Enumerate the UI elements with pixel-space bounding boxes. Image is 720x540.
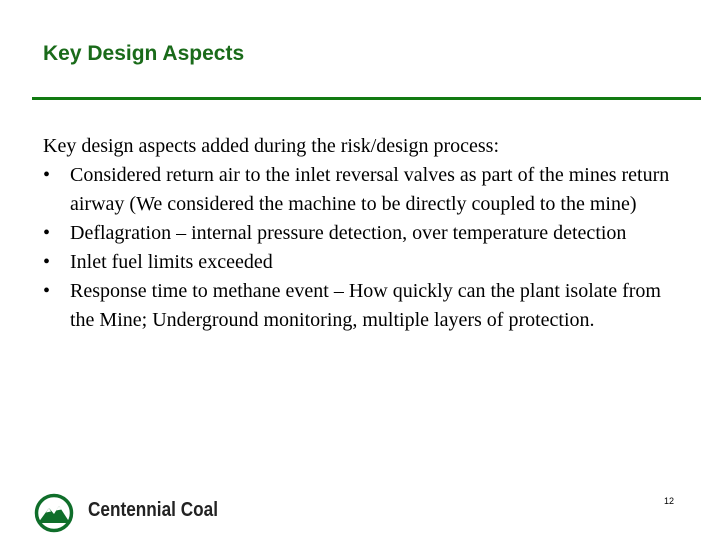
slide-body [43, 132, 683, 335]
bullet-list [43, 161, 683, 335]
slide-title: Key Design Aspects [43, 42, 245, 65]
bullet-item [43, 277, 683, 335]
bullet-text: Considered return air to the inlet reversal valves as part of the mines return airway (We considered the machine to be directly coupled to the mine) [70, 164, 670, 215]
bullet-item [43, 161, 683, 219]
bullet-icon: • [43, 251, 51, 273]
company-name: Centennial Coal [88, 499, 218, 521]
bullet-item [43, 219, 683, 248]
bullet-item [43, 248, 683, 277]
bullet-icon: • [43, 222, 51, 244]
bullet-icon: • [43, 164, 51, 186]
mountain-logo-icon [34, 493, 74, 533]
intro-text: Key design aspects added during the risk/design process: [43, 135, 500, 157]
bullet-text: Inlet fuel limits exceeded [70, 251, 273, 273]
title-divider [32, 97, 701, 100]
bullet-text: Response time to methane event – How quickly can the plant isolate from the Mine; Underground monitoring, multiple layers of protection. [70, 280, 661, 331]
bullet-text: Deflagration – internal pressure detection, over temperature detection [70, 222, 627, 244]
bullet-icon: • [43, 280, 51, 302]
page-number: 12 [664, 496, 675, 506]
